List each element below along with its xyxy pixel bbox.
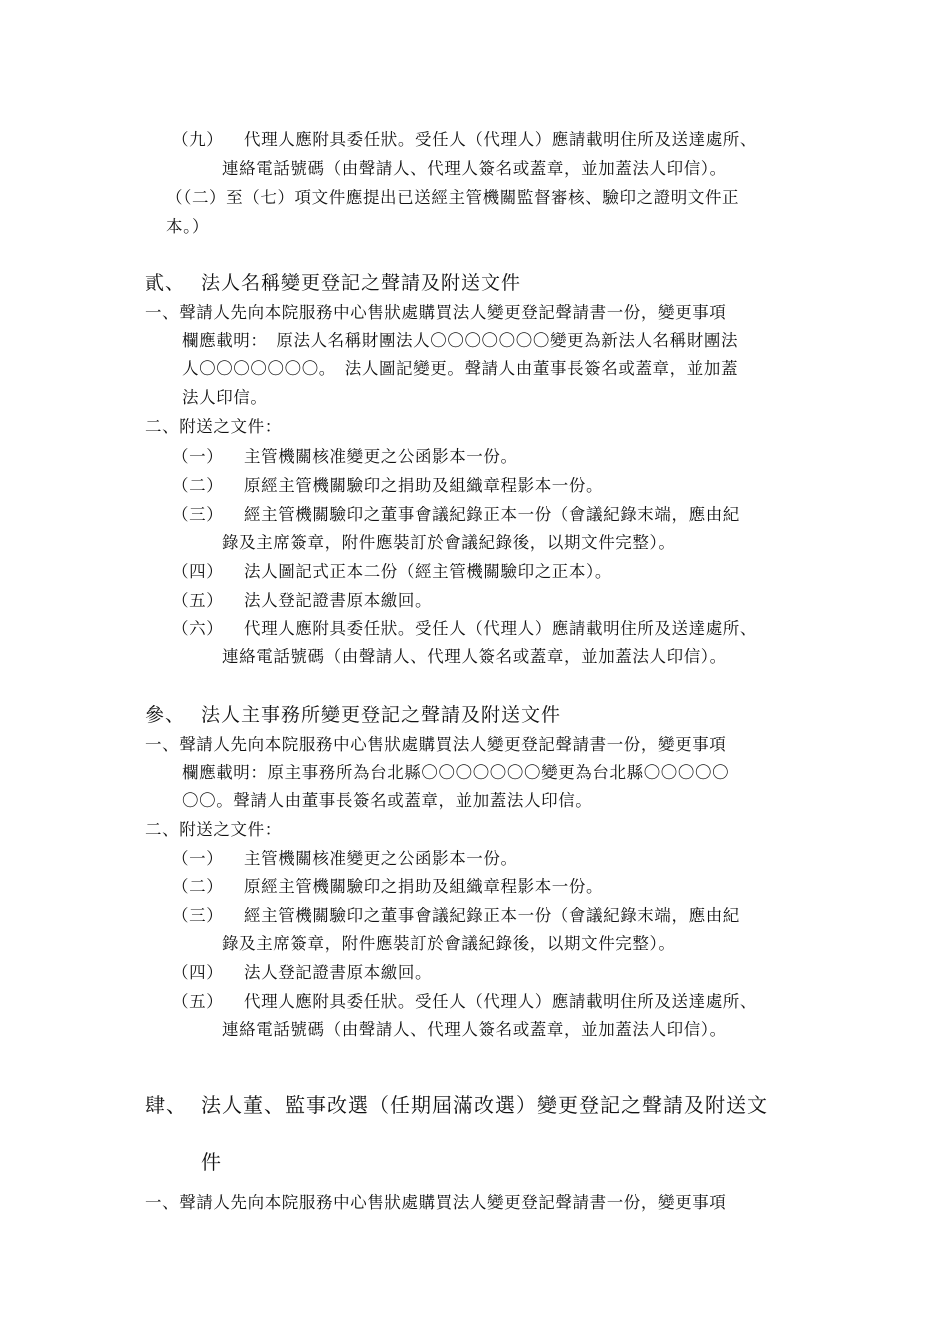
note-line: 本。）: [166, 217, 210, 236]
paragraph-line: 〇〇。聲請人由董事長簽名或蓋章，並加蓋法人印信。: [182, 791, 593, 810]
paragraph-line: 一、聲請人先向本院服務中心售狀處購買法人變更登記聲請書一份，變更事項: [145, 735, 727, 754]
doc-item: （三） 經主管機關驗印之董事會議紀錄正本一份（會議紀錄末端，應由紀: [172, 906, 740, 925]
paragraph-line: 法人印信。: [182, 388, 268, 407]
paragraph-line: 人〇〇〇〇〇〇〇。 法人圖記變更。聲請人由董事長簽名或蓋章，並加蓋: [182, 359, 739, 378]
doc-item-cont: 錄及主席簽章，附件應裝訂於會議紀錄後，以期文件完整）。: [222, 934, 676, 953]
doc-item-9-cont: 連絡電話號碼（由聲請人、代理人簽名或蓋章，並加蓋法人印信）。: [222, 159, 727, 178]
doc-item: （五） 代理人應附具委任狀。受任人（代理人）應請載明住所及送達處所、: [172, 992, 757, 1011]
doc-item: （四） 法人圖記式正本二份（經主管機關驗印之正本）。: [172, 562, 612, 581]
paragraph-line: 欄應載明： 原法人名稱財團法人〇〇〇〇〇〇〇變更為新法人名稱財團法: [182, 331, 739, 350]
doc-item: （五） 法人登記證書原本繳回。: [172, 591, 433, 610]
section-heading: 貳、 法人名稱變更登記之聲請及附送文件: [145, 272, 522, 294]
doc-item: （二） 原經主管機關驗印之捐助及組織章程影本一份。: [172, 877, 604, 896]
section-heading: 參、 法人主事務所變更登記之聲請及附送文件: [145, 704, 562, 726]
section-heading: 肆、 法人董、監事改選（任期屆滿改選）變更登記之聲請及附送文: [145, 1093, 768, 1117]
doc-item: （六） 代理人應附具委任狀。受任人（代理人）應請載明住所及送達處所、: [172, 619, 757, 638]
doc-item-cont: 錄及主席簽章，附件應裝訂於會議紀錄後，以期文件完整）。: [222, 533, 676, 552]
doc-item: （二） 原經主管機關驗印之捐助及組織章程影本一份。: [172, 476, 604, 495]
doc-item-cont: 連絡電話號碼（由聲請人、代理人簽名或蓋章，並加蓋法人印信）。: [222, 1020, 727, 1039]
doc-item: （一） 主管機關核准變更之公函影本一份。: [172, 849, 518, 868]
doc-item: （三） 經主管機關驗印之董事會議紀錄正本一份（會議紀錄末端，應由紀: [172, 505, 740, 524]
paragraph-line: 欄應載明：原主事務所為台北縣〇〇〇〇〇〇〇變更為台北縣〇〇〇〇〇: [182, 763, 730, 782]
paragraph-line: 一、聲請人先向本院服務中心售狀處購買法人變更登記聲請書一份，變更事項: [145, 303, 727, 322]
doc-item-9: （九） 代理人應附具委任狀。受任人（代理人）應請載明住所及送達處所、: [172, 130, 757, 149]
doc-item: （一） 主管機關核准變更之公函影本一份。: [172, 447, 518, 466]
note-line: （（二）至（七）項文件應提出已送經主管機關監督審核、驗印之證明文件正: [166, 188, 740, 207]
doc-item-cont: 連絡電話號碼（由聲請人、代理人簽名或蓋章，並加蓋法人印信）。: [222, 647, 727, 666]
attachments-heading: 二、附送之文件：: [145, 820, 282, 839]
section-heading-cont: 件: [201, 1150, 222, 1174]
paragraph-line: 一、聲請人先向本院服務中心售狀處購買法人變更登記聲請書一份，變更事項: [145, 1193, 727, 1212]
doc-item: （四） 法人登記證書原本繳回。: [172, 963, 433, 982]
attachments-heading: 二、附送之文件：: [145, 417, 282, 436]
